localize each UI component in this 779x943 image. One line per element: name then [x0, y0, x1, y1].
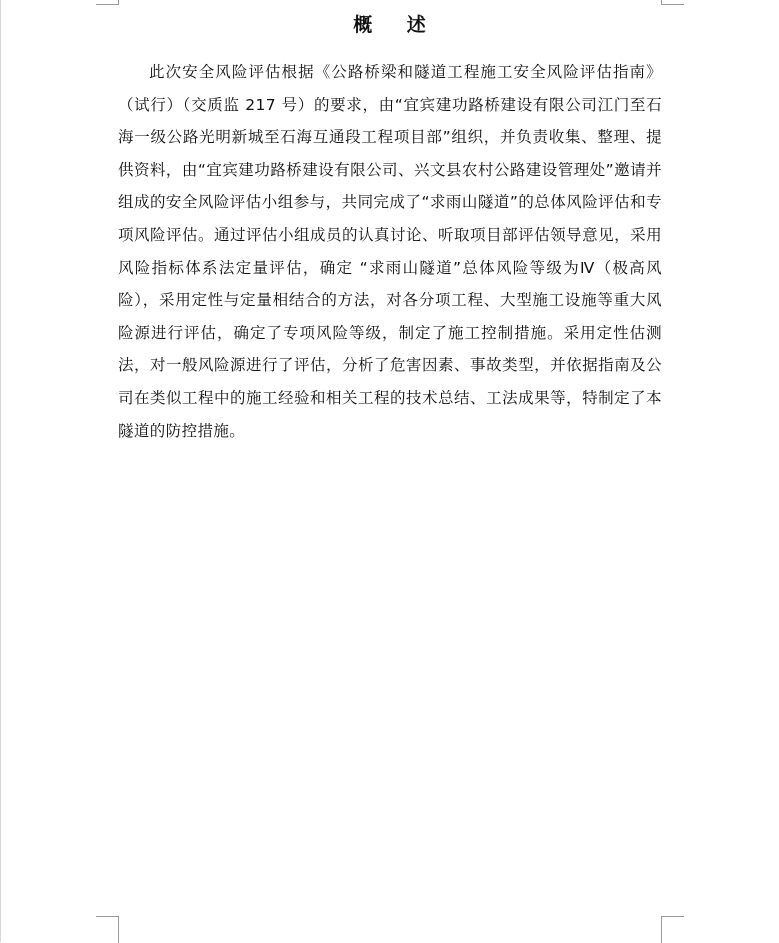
crop-mark-bottom-left: [96, 916, 119, 943]
page-edge: [0, 0, 1, 942]
crop-mark-top-left: [96, 0, 119, 5]
page-title: 概 述: [353, 14, 440, 36]
crop-mark-top-right: [661, 0, 684, 5]
body-paragraph: 此次安全风险评估根据《公路桥梁和隧道工程施工安全风险评估指南》（试行）（交质监 217 号）的要求，由“宜宾建功路桥建设有限公司江门至石海一级公路光明新城至石海互通段工程项目部”组织，并负责收集、整理、提供资料，由“宜宾建功路桥建设有限公司、兴文县农村公路建设管理处”邀请并组成的安全风险评估小组参与，共同完成了“求雨山隧道”的总体风险评估和专项风险评估。通过评估小组成员的认真讨论、听取项目部评估领导意见，采用风险指标体系法定量评估，确定 “求雨山隧道”总体风险等级为Ⅳ（极高风险），采用定性与定量相结合的方法，对各分项工程、大型施工设施等重大风险源进行评估，确定了专项风险等级，制定了施工控制措施。采用定性估测法，对一般风险源进行了评估，分析了危害因素、事故类型，并依据指南及公司在类似工程中的施工经验和相关工程的技术总结、工法成果等，特制定了本隧道的防控措施。: [118, 63, 662, 440]
crop-mark-bottom-right: [661, 916, 684, 943]
